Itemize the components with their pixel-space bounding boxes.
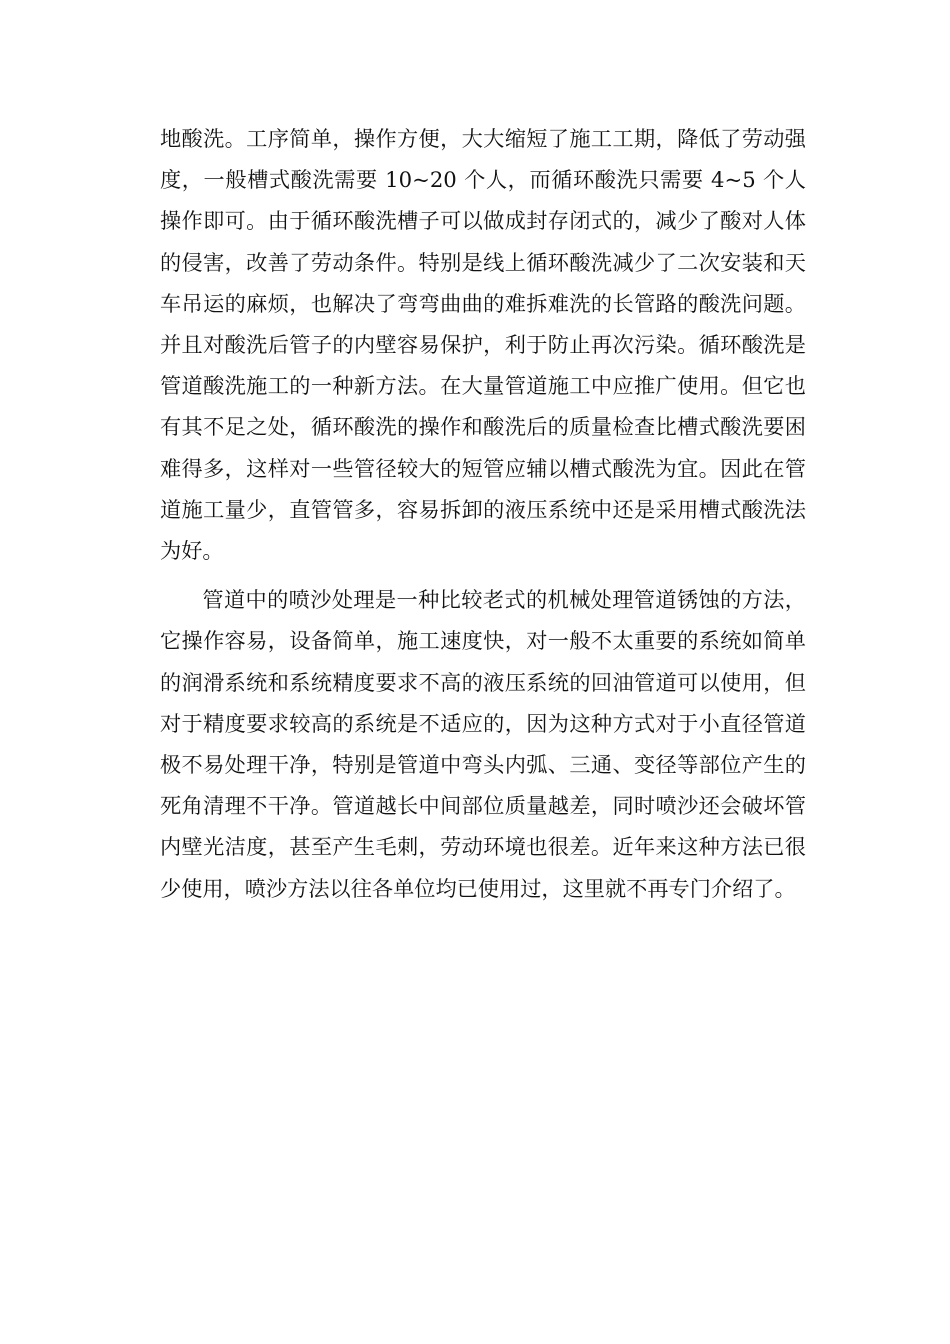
paragraph-2: 管道中的喷沙处理是一种比较老式的机械处理管道锈蚀的方法，它操作容易，设备简单，施工速度快，对一般不太重要的系统如简单的润滑系统和系统精度要求不高的液压系统的回油管道可以使用，但对于精度要求较高的系统是不适应的，因为这种方式对于小直径管道极不易处理干净，特别是管道中弯头内弧、三通、变径等部位产生的死角清理不干净。管道越长中间部位质量越差，同时喷沙还会破坏管内壁光洁度，甚至产生毛刺，劳动环境也很差。近年来这种方法已很少使用，喷沙方法以往各单位均已使用过，这里就不再专门介绍了。 — [160, 587, 806, 901]
document-body — [160, 118, 806, 909]
paragraph-1: 地酸洗。工序简单，操作方便，大大缩短了施工工期，降低了劳动强度，一般槽式酸洗需要 10~20 个人，而循环酸洗只需要 4~5 个人操作即可。由于循环酸洗槽子可以做成封存闭式的，减少了酸对人体的侵害，改善了劳动条件。特别是线上循环酸洗减少了二次安装和天车吊运的麻烦，也解决了弯弯曲曲的难拆难洗的长管路的酸洗问题。并且对酸洗后管子的内壁容易保护，利于防止再次污染。循环酸洗是管道酸洗施工的一种新方法。在大量管道施工中应推广使用。但它也有其不足之处，循环酸洗的操作和酸洗后的质量检查比槽式酸洗要困难得多，这样对一些管径较大的短管应辅以槽式酸洗为宜。因此在管道施工量少，直管管多，容易拆卸的液压系统中还是采用槽式酸洗法为好。 — [160, 126, 806, 564]
